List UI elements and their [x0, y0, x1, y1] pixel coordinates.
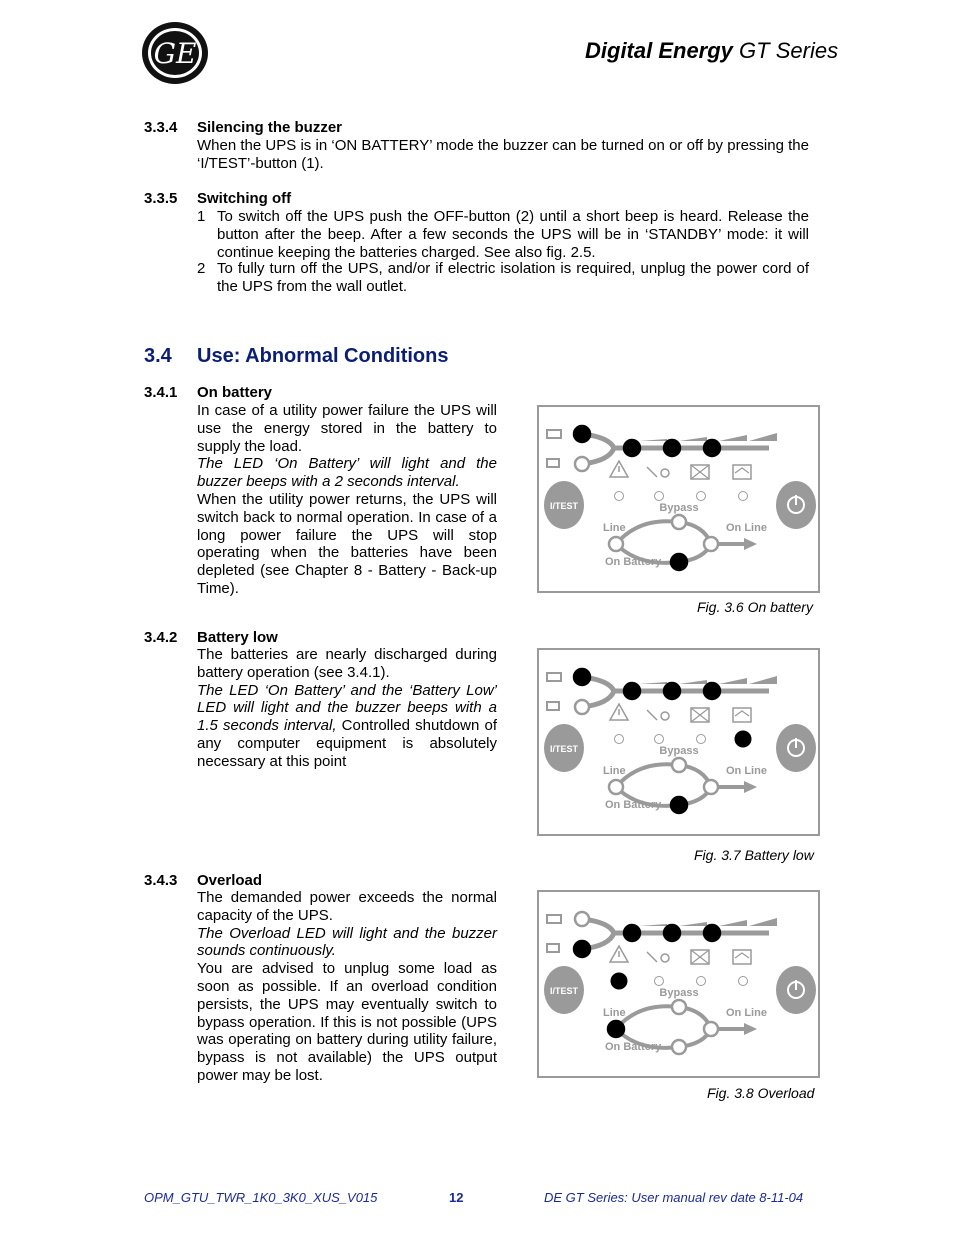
ge-logo — [140, 20, 210, 86]
bypass-flow-line — [616, 1006, 711, 1029]
bypass-flow-line — [616, 521, 711, 544]
section-number: 3.4.3 — [144, 872, 178, 889]
led-bypass-path — [672, 515, 686, 529]
panel-label-online: On Line — [726, 1007, 767, 1019]
led-load-bar-3 — [704, 440, 720, 456]
panel-label-online: On Line — [726, 765, 767, 777]
bypass-icon — [647, 467, 669, 477]
led-load-bar-3 — [704, 925, 720, 941]
fault-icon — [691, 950, 709, 964]
load-level-bar — [679, 680, 707, 684]
page-number: 12 — [449, 1190, 464, 1205]
panel-label-bypass: Bypass — [659, 502, 699, 514]
led-load-bar-3 — [704, 683, 720, 699]
footer-revision: DE GT Series: User manual rev date 8-11-04 — [544, 1190, 804, 1205]
load-level-bar — [749, 433, 777, 441]
panel-label-line: Line — [603, 522, 626, 534]
battery-low-icon — [733, 465, 751, 479]
test-button-label: I/TEST — [549, 986, 579, 996]
figure-panel-battery-low — [537, 648, 820, 836]
led-mains — [574, 426, 590, 442]
led-battery-mode — [575, 700, 589, 714]
load-level-bar — [749, 676, 777, 684]
panel-label-line: Line — [603, 765, 626, 777]
battery-low-icon — [733, 708, 751, 722]
load-level-bar — [639, 924, 667, 926]
led-bypass — [655, 977, 664, 986]
led-on-battery — [671, 797, 687, 813]
panel-label-onbattery: On Battery — [605, 799, 662, 811]
led-online — [704, 780, 718, 794]
warning-icon — [610, 704, 628, 720]
led-bypass — [655, 492, 664, 501]
load-level-bar — [719, 678, 747, 684]
section-number: 3.3.5 — [144, 190, 178, 207]
led-on-battery — [672, 1040, 686, 1054]
led-battery-mode — [574, 941, 590, 957]
section-title: On battery — [197, 384, 273, 401]
paragraph: The demanded power exceeds the normal capacity of the UPS. The Overload LED will light and the buzzer sounds continuously. You are advised to unplug some load as soon as possible. If an overload condition persists, the UPS may eventually switch to bypass operation. If this is not possible (UPS was operating on battery during utility failure, bypass is not available) the UPS output power may be lost. — [197, 889, 497, 1084]
led-overload — [611, 973, 627, 989]
led-fault — [697, 977, 706, 986]
outlet-icon — [547, 673, 561, 681]
battery-low-icon — [733, 950, 751, 964]
led-bypass-path — [672, 1000, 686, 1014]
figure-caption: Fig. 3.6 On battery — [697, 599, 813, 615]
test-button — [544, 481, 584, 529]
led-fault — [697, 492, 706, 501]
panel-label-bypass: Bypass — [659, 745, 699, 757]
warning-icon — [610, 461, 628, 477]
led-bypass-path — [672, 758, 686, 772]
computer-icon — [547, 702, 559, 710]
list-item: To switch off the UPS push the OFF-button (2) until a short beep is heard. Release the button after the beep. After a few seconds the UPS will be in ‘STANDBY’ mode: it will continue keeping the batteries charged. See also fig. 2.5. — [217, 208, 809, 261]
bypass-icon — [647, 952, 669, 962]
bypass-icon — [647, 710, 669, 720]
led-load-bar-1 — [624, 925, 640, 941]
led-load-bar-2 — [664, 683, 680, 699]
led-bypass — [655, 735, 664, 744]
led-overload — [615, 735, 624, 744]
panel-label-bypass: Bypass — [659, 987, 699, 999]
computer-icon — [547, 944, 559, 952]
list-item: To fully turn off the UPS, and/or if electric isolation is required, unplug the power cord of the UPS from the wall outlet. — [217, 260, 809, 295]
panel-label-online: On Line — [726, 522, 767, 534]
load-level-bar — [719, 435, 747, 441]
paragraph: In case of a utility power failure the UPS will use the energy stored in the battery to supply the load. The LED ‘On Battery’ will light and the buzzer beeps with a 2 seconds interval. When the utility power returns, the UPS will switch back to normal operation. In case of a long power failure the UPS will stop operating when the batteries have been depleted (see Chapter 8 - Battery - Back-up Time). — [197, 402, 497, 597]
load-level-bar — [719, 920, 747, 926]
led-line — [609, 537, 623, 551]
section-number: 3.4.1 — [144, 384, 178, 401]
output-arrow — [744, 1023, 757, 1035]
outlet-icon — [547, 915, 561, 923]
fault-icon — [691, 708, 709, 722]
section-number: 3.3.4 — [144, 119, 178, 136]
load-level-bar — [639, 439, 667, 441]
list-number: 2 — [197, 260, 206, 277]
output-arrow — [744, 538, 757, 550]
led-battery-mode — [575, 457, 589, 471]
led-line — [609, 780, 623, 794]
led-on-battery — [671, 554, 687, 570]
section-title: Silencing the buzzer — [197, 119, 343, 136]
footer-document-id: OPM_GTU_TWR_1K0_3K0_XUS_V015 — [144, 1190, 378, 1205]
figure-caption: Fig. 3.8 Overload — [707, 1085, 815, 1101]
fault-icon — [691, 465, 709, 479]
test-button-label: I/TEST — [549, 501, 579, 511]
outlet-icon — [547, 430, 561, 438]
load-level-bar — [749, 918, 777, 926]
led-load-bar-1 — [624, 440, 640, 456]
computer-icon — [547, 459, 559, 467]
section-heading: Use: Abnormal Conditions — [197, 345, 449, 367]
led-online — [704, 1022, 718, 1036]
brand-title: Digital Energy GT Series — [585, 38, 839, 63]
figure-panel-on-battery — [537, 405, 820, 593]
section-title: Overload — [197, 872, 263, 889]
test-button — [544, 966, 584, 1014]
section-number: 3.4.2 — [144, 629, 178, 646]
load-level-bar — [679, 437, 707, 441]
bypass-flow-line — [616, 764, 711, 787]
paragraph: When the UPS is in ‘ON BATTERY’ mode the buzzer can be turned on or off by pressing the ‘I/TEST’-button (1). — [197, 137, 809, 172]
test-button — [544, 724, 584, 772]
load-level-bar — [679, 922, 707, 926]
section-number: 3.4 — [144, 345, 172, 367]
load-level-bar — [639, 682, 667, 684]
led-battery-low — [735, 731, 751, 747]
list-number: 1 — [197, 208, 206, 225]
section-title: Battery low — [197, 629, 278, 646]
figure-caption: Fig. 3.7 Battery low — [694, 847, 814, 863]
led-battery-low — [739, 977, 748, 986]
warning-icon — [610, 946, 628, 962]
led-line — [608, 1021, 624, 1037]
led-overload — [615, 492, 624, 501]
led-load-bar-2 — [664, 440, 680, 456]
paragraph: The batteries are nearly discharged during battery operation (see 3.4.1). The LED ‘On Battery’ and the ‘Battery Low’ LED will light and the buzzer beeps with a 1.5 seconds interval, Controlled shutdown of any computer equipment is absolutely necessary at this point — [197, 646, 497, 770]
led-online — [704, 537, 718, 551]
test-button-label: I/TEST — [549, 744, 579, 754]
led-mains — [574, 669, 590, 685]
output-arrow — [744, 781, 757, 793]
led-load-bar-1 — [624, 683, 640, 699]
led-battery-low — [739, 492, 748, 501]
section-title: Switching off — [197, 190, 292, 207]
panel-label-line: Line — [603, 1007, 626, 1019]
led-mains — [575, 912, 589, 926]
svg-text:GE: GE — [153, 37, 197, 70]
figure-panel-overload — [537, 890, 820, 1078]
panel-label-onbattery: On Battery — [605, 556, 662, 568]
led-load-bar-2 — [664, 925, 680, 941]
led-fault — [697, 735, 706, 744]
panel-label-onbattery: On Battery — [605, 1041, 662, 1053]
